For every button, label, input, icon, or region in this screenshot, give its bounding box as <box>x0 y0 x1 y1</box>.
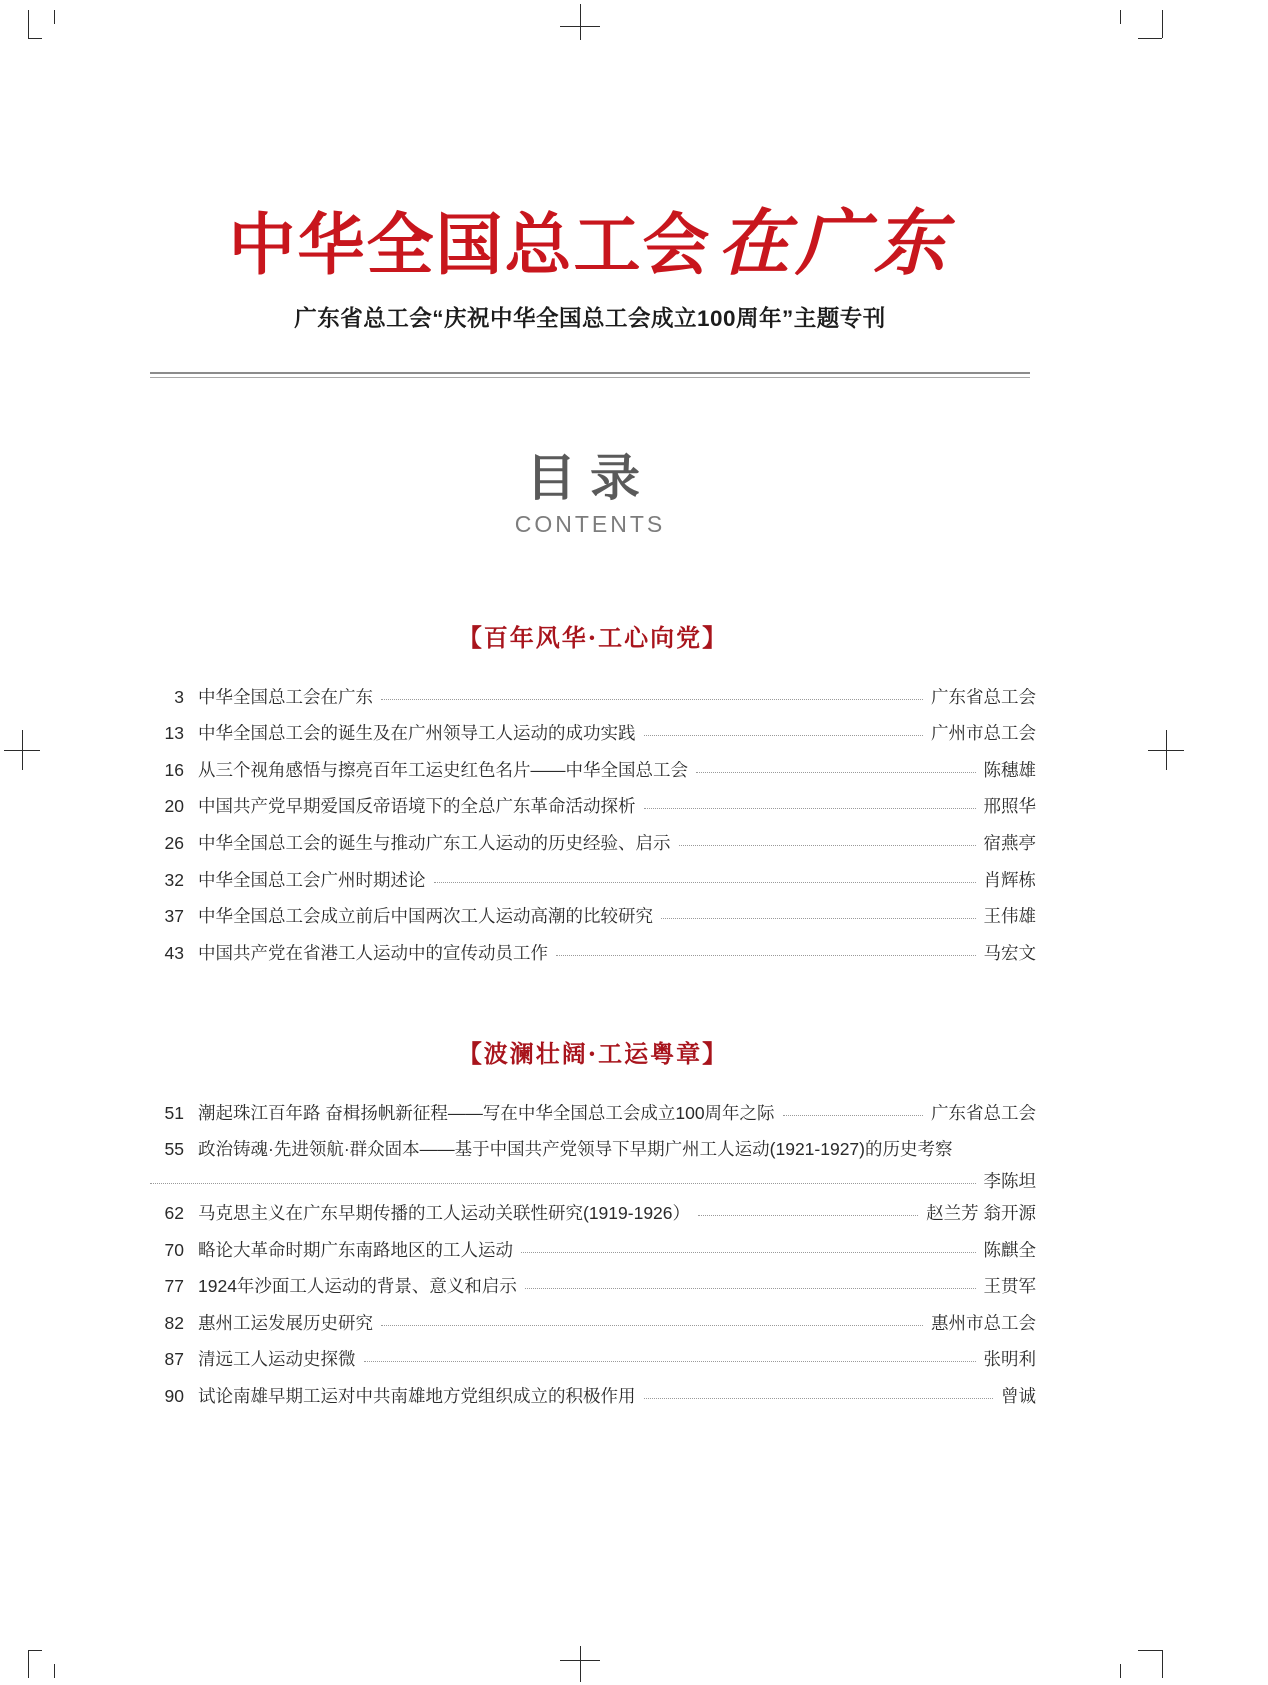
toc-title: 中华全国总工会的诞生与推动广东工人运动的历史经验、启示 <box>198 833 671 853</box>
toc-title: 中国共产党在省港工人运动中的宣传动员工作 <box>198 942 548 963</box>
toc-leader <box>381 699 923 700</box>
toc-page-number: 13 <box>164 723 184 744</box>
toc-title: 马克思主义在广东早期传播的工人运动关联性研究(1919-1926） <box>198 1202 691 1223</box>
toc-leader <box>150 1183 976 1184</box>
crop-mark-right-middle <box>1148 730 1184 770</box>
divider-thick-line <box>150 372 1030 374</box>
toc-title: 中华全国总工会在广东 <box>198 686 373 707</box>
toc-title: 清远工人运动史探微 <box>198 1349 356 1370</box>
publication-subtitle: 广东省总工会“庆祝中华全国总工会成立100周年”主题专刊 <box>294 305 886 331</box>
toc-leader <box>381 1325 923 1326</box>
toc-entry[interactable] <box>150 1269 1036 1306</box>
crop-mark-left-middle <box>4 730 40 770</box>
toc-page-number: 51 <box>164 1102 184 1123</box>
toc-author: 广东省总工会 <box>931 1102 1036 1123</box>
publication-title <box>150 200 1030 285</box>
toc-leader <box>521 1252 976 1253</box>
toc-title: 惠州工运发展历史研究 <box>198 1312 373 1333</box>
toc-author: 邢照华 <box>983 796 1036 817</box>
table-of-contents <box>150 592 1036 1415</box>
publication-title-accent: 在广东 <box>717 200 952 285</box>
crop-mark-top-left <box>28 10 68 50</box>
toc-author: 肖辉栋 <box>983 869 1036 890</box>
toc-entry[interactable] <box>150 1379 1036 1416</box>
toc-page-number: 26 <box>164 833 184 853</box>
toc-entry[interactable] <box>150 716 1036 753</box>
toc-leader <box>696 772 976 773</box>
divider-thin-line <box>150 377 1030 378</box>
toc-author: 宿燕亭 <box>983 833 1036 853</box>
toc-author: 赵兰芳 翁开源 <box>926 1202 1036 1223</box>
contents-heading-en: CONTENTS <box>514 511 666 537</box>
section-title-2: 【波澜壮阔·工运粤章】 <box>457 1039 729 1068</box>
toc-author: 陈麒全 <box>983 1239 1036 1260</box>
crop-mark-bottom-center <box>560 1646 600 1682</box>
toc-title: 中华全国总工会成立前后中国两次工人运动高潮的比较研究 <box>198 906 653 927</box>
toc-title: 潮起珠江百年路 奋楫扬帆新征程——写在中华全国总工会成立100周年之际 <box>198 1102 775 1123</box>
toc-entry[interactable] <box>150 935 1036 972</box>
publication-title-main: 中华全国总工会 <box>228 205 712 284</box>
toc-title: 中华全国总工会的诞生及在广州领导工人运动的成功实践 <box>198 723 636 744</box>
toc-entry[interactable] <box>150 1132 1036 1196</box>
toc-author: 广州市总工会 <box>931 723 1036 744</box>
toc-page-number: 55 <box>164 1139 184 1160</box>
toc-author: 马宏文 <box>983 942 1036 963</box>
toc-page-number: 62 <box>164 1202 184 1223</box>
toc-leader <box>698 1215 918 1216</box>
crop-mark-bottom-right <box>1106 1636 1162 1678</box>
toc-leader <box>661 918 976 919</box>
toc-entry[interactable] <box>150 679 1036 716</box>
toc-entry[interactable] <box>150 752 1036 789</box>
toc-title: 1924年沙面工人运动的背景、意义和启示 <box>198 1276 517 1297</box>
toc-page-number: 87 <box>164 1349 184 1370</box>
toc-author: 陈穗雄 <box>983 759 1036 780</box>
toc-page-number: 43 <box>164 942 184 963</box>
contents-heading <box>150 450 1030 538</box>
toc-page-number: 3 <box>174 686 184 707</box>
toc-page-number: 37 <box>164 906 184 927</box>
toc-author: 广东省总工会 <box>931 686 1036 707</box>
toc-page-number: 82 <box>164 1312 184 1333</box>
toc-title: 政治铸魂·先进领航·群众固本——基于中国共产党领导下早期广州工人运动(1921-1927)的历史考察 <box>198 1139 953 1160</box>
toc-author: 王贯军 <box>983 1276 1036 1297</box>
toc-entry[interactable] <box>150 1305 1036 1342</box>
toc-leader <box>783 1115 923 1116</box>
toc-leader <box>644 735 924 736</box>
toc-entry[interactable] <box>150 899 1036 936</box>
toc-leader <box>364 1361 976 1362</box>
crop-mark-bottom-left <box>28 1636 68 1678</box>
toc-page-number: 32 <box>164 869 184 890</box>
toc-page-number: 90 <box>164 1386 184 1406</box>
toc-leader <box>525 1288 976 1289</box>
toc-leader <box>644 1398 994 1399</box>
contents-heading-cn: 目录 <box>526 448 654 507</box>
toc-leader <box>434 882 976 883</box>
toc-leader <box>679 845 976 846</box>
toc-entry[interactable] <box>150 1232 1036 1269</box>
toc-author: 惠州市总工会 <box>931 1312 1036 1333</box>
toc-entry[interactable] <box>150 1095 1036 1132</box>
toc-page-number: 20 <box>164 796 184 817</box>
toc-leader <box>644 808 976 809</box>
toc-title: 从三个视角感悟与擦亮百年工运史红色名片——中华全国总工会 <box>198 759 688 780</box>
toc-author: 王伟雄 <box>983 906 1036 927</box>
toc-author: 曾诚 <box>1001 1386 1036 1406</box>
masthead-divider <box>150 372 1030 378</box>
toc-title: 试论南雄早期工运对中共南雄地方党组织成立的积极作用 <box>198 1386 636 1406</box>
toc-page-number: 77 <box>164 1276 184 1297</box>
toc-entry[interactable] <box>150 862 1036 899</box>
toc-leader <box>556 955 976 956</box>
toc-author: 张明利 <box>983 1349 1036 1370</box>
section-title-1: 【百年风华·工心向党】 <box>457 623 729 652</box>
crop-mark-top-center <box>560 4 600 40</box>
toc-page-number: 70 <box>164 1239 184 1260</box>
toc-entry[interactable] <box>150 789 1036 826</box>
crop-mark-top-right <box>1106 10 1162 50</box>
toc-entry[interactable] <box>150 1195 1036 1232</box>
masthead <box>150 200 1030 333</box>
toc-title: 中华全国总工会广州时期述论 <box>198 869 426 890</box>
toc-title: 略论大革命时期广东南路地区的工人运动 <box>198 1239 513 1260</box>
toc-entry[interactable] <box>150 1342 1036 1379</box>
toc-title: 中国共产党早期爱国反帝语境下的全总广东革命活动探析 <box>198 796 636 817</box>
toc-page-number: 16 <box>164 759 184 780</box>
toc-entry[interactable] <box>150 826 1036 863</box>
toc-author: 李陈坦 <box>983 1170 1036 1191</box>
